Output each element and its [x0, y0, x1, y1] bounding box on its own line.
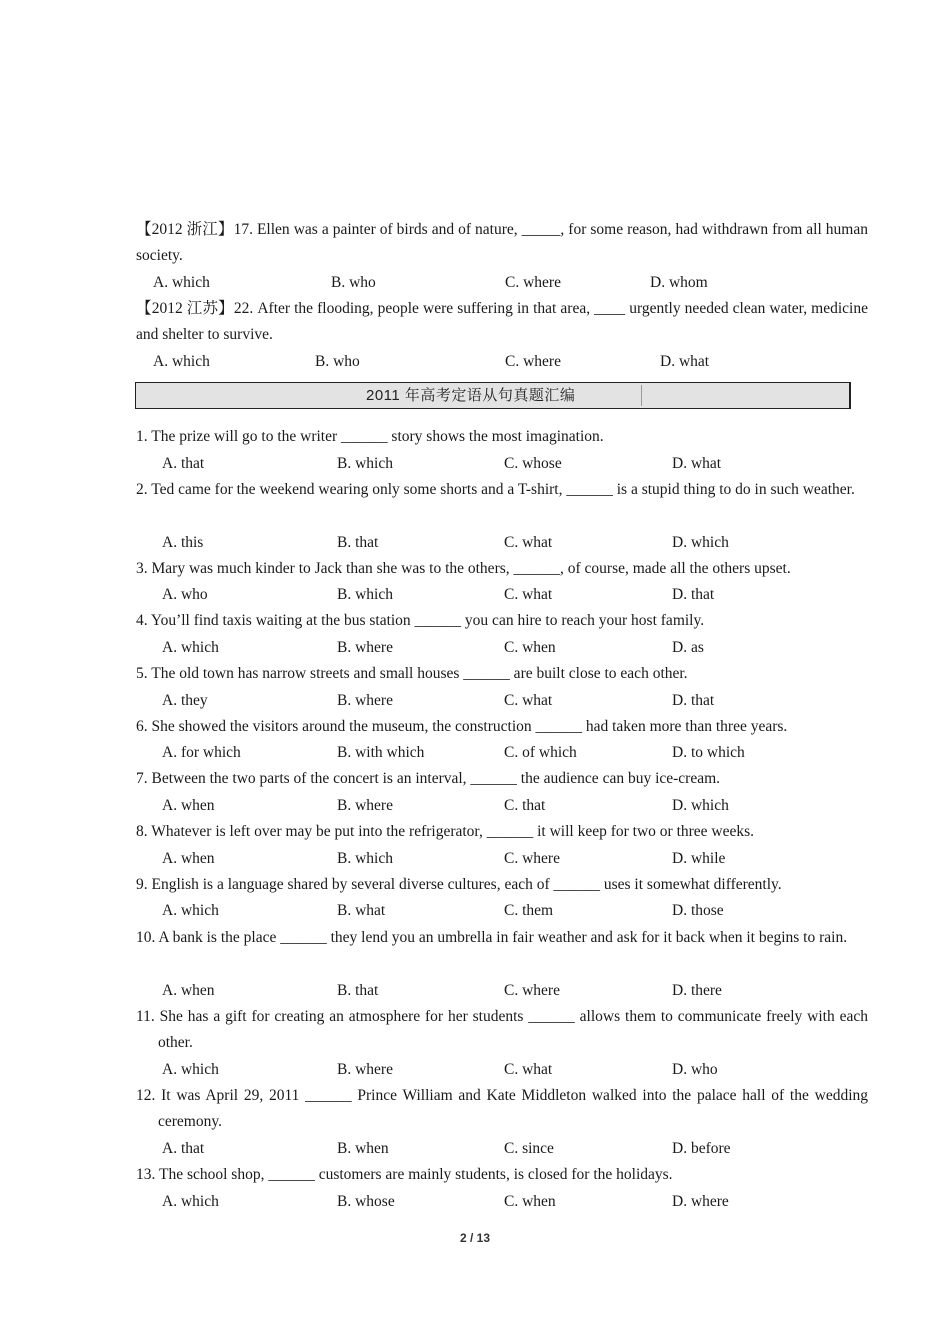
option-c[interactable]: C. whose	[504, 455, 562, 472]
option-d[interactable]: D. before	[672, 1140, 731, 1157]
option-c[interactable]: C. where	[504, 850, 560, 867]
option-d[interactable]: D. whom	[650, 274, 708, 291]
option-a[interactable]: A. they	[162, 692, 208, 709]
option-a[interactable]: A. for which	[162, 744, 241, 761]
options-row	[0, 530, 950, 556]
option-a[interactable]: A. when	[162, 850, 215, 867]
option-c[interactable]: C. when	[504, 1193, 556, 1210]
option-a[interactable]: A. which	[162, 1061, 219, 1078]
options-row	[0, 688, 950, 714]
option-b[interactable]: B. which	[337, 586, 393, 603]
option-a[interactable]: A. that	[162, 455, 205, 472]
options-row	[0, 1189, 950, 1215]
option-c[interactable]: C. what	[504, 586, 553, 603]
question-text: 22. After the flooding, people were suffering in that area, ____ urgently needed clean water, medicine and shelter to survive.	[136, 300, 868, 344]
option-a[interactable]: A. this	[162, 534, 204, 551]
option-b[interactable]: B. who	[331, 274, 376, 291]
option-d[interactable]: D. who	[672, 1061, 718, 1078]
option-a[interactable]: A. which	[153, 274, 210, 291]
option-a[interactable]: A. which	[153, 353, 210, 370]
option-a[interactable]: A. when	[162, 797, 215, 814]
options-row	[0, 451, 950, 477]
option-c[interactable]: C. of which	[504, 744, 577, 761]
page-number: 2 / 13	[459, 1231, 491, 1245]
option-a[interactable]: A. who	[162, 586, 208, 603]
options-row	[0, 793, 950, 819]
option-b[interactable]: B. when	[337, 1140, 389, 1157]
question-text: 17. Ellen was a painter of birds and of nature, _____, for some reason, had withdrawn from all human society.	[136, 221, 868, 265]
option-c[interactable]: C. what	[504, 1061, 553, 1078]
option-b[interactable]: B. where	[337, 1061, 393, 1078]
option-d[interactable]: D. that	[672, 586, 715, 603]
option-d[interactable]: D. what	[672, 455, 722, 472]
question-source: 【2012 浙江】	[136, 221, 234, 238]
options-row	[0, 898, 950, 924]
options-row	[0, 740, 950, 766]
question-2: 2. Ted came for the weekend wearing only some shorts and a T-shirt, ______ is a stupid thing to do in such weather.	[136, 481, 855, 498]
option-d[interactable]: D. those	[672, 902, 724, 919]
option-c[interactable]: C. that	[504, 797, 546, 814]
question-12: 12. It was April 29, 2011 ______ Prince William and Kate Middleton walked into the palace hall of the wedding ceremony.	[136, 1087, 868, 1131]
option-a[interactable]: A. which	[162, 1193, 219, 1210]
option-b[interactable]: B. where	[337, 639, 393, 656]
question-6: 6. She showed the visitors around the museum, the construction ______ had taken more than three years.	[136, 718, 788, 735]
option-d[interactable]: D. what	[660, 353, 710, 370]
option-b[interactable]: B. which	[337, 850, 393, 867]
question-9: 9. English is a language shared by several diverse cultures, each of ______ uses it somewhat differently.	[136, 876, 782, 893]
option-c[interactable]: C. where	[504, 982, 560, 999]
option-c[interactable]: C. where	[505, 353, 561, 370]
option-a[interactable]: A. when	[162, 982, 215, 999]
question-4: 4. You’ll find taxis waiting at the bus station ______ you can hire to reach your host family.	[136, 612, 705, 629]
question-source: 【2012 江苏】	[136, 300, 234, 317]
question-2012-jiangsu	[136, 296, 868, 349]
options-row	[0, 270, 950, 296]
options-row	[0, 349, 950, 375]
option-b[interactable]: B. that	[337, 534, 379, 551]
option-b[interactable]: B. where	[337, 797, 393, 814]
option-d[interactable]: D. as	[672, 639, 704, 656]
option-a[interactable]: A. which	[162, 639, 219, 656]
question-3: 3. Mary was much kinder to Jack than she was to the others, ______, of course, made all the others upset.	[136, 560, 791, 577]
question-2012-zhejiang	[136, 217, 868, 270]
option-d[interactable]: D. which	[672, 797, 729, 814]
options-row	[0, 1136, 950, 1162]
options-row	[0, 978, 950, 1004]
option-d[interactable]: D. while	[672, 850, 726, 867]
option-b[interactable]: B. who	[315, 353, 360, 370]
option-b[interactable]: B. that	[337, 982, 379, 999]
option-b[interactable]: B. where	[337, 692, 393, 709]
options-row	[0, 582, 950, 608]
section-banner	[135, 382, 851, 409]
options-row	[0, 635, 950, 661]
question-1: 1. The prize will go to the writer ______ story shows the most imagination.	[136, 428, 604, 445]
option-b[interactable]: B. whose	[337, 1193, 395, 1210]
section-title: 2011 年高考定语从句真题汇编	[366, 387, 576, 404]
question-13: 13. The school shop, ______ customers are mainly students, is closed for the holidays.	[136, 1166, 673, 1183]
option-c[interactable]: C. where	[505, 274, 561, 291]
option-c[interactable]: C. what	[504, 534, 553, 551]
option-d[interactable]: D. which	[672, 534, 729, 551]
option-d[interactable]: D. to which	[672, 744, 745, 761]
question-7: 7. Between the two parts of the concert is an interval, ______ the audience can buy ice-cream.	[136, 770, 721, 787]
option-d[interactable]: D. where	[672, 1193, 729, 1210]
option-b[interactable]: B. with which	[337, 744, 425, 761]
option-b[interactable]: B. which	[337, 455, 393, 472]
options-row	[0, 846, 950, 872]
question-8: 8. Whatever is left over may be put into the refrigerator, ______ it will keep for two or three weeks.	[136, 823, 755, 840]
option-a[interactable]: A. that	[162, 1140, 205, 1157]
option-c[interactable]: C. when	[504, 639, 556, 656]
option-a[interactable]: A. which	[162, 902, 219, 919]
question-5: 5. The old town has narrow streets and small houses ______ are built close to each other.	[136, 665, 688, 682]
options-row	[0, 1057, 950, 1083]
option-c[interactable]: C. since	[504, 1140, 554, 1157]
option-c[interactable]: C. them	[504, 902, 554, 919]
question-11: 11. She has a gift for creating an atmosphere for her students ______ allows them to communicate freely with each other.	[136, 1008, 868, 1052]
option-d[interactable]: D. there	[672, 982, 722, 999]
option-c[interactable]: C. what	[504, 692, 553, 709]
option-b[interactable]: B. what	[337, 902, 386, 919]
banner-divider	[641, 385, 642, 406]
option-d[interactable]: D. that	[672, 692, 715, 709]
question-10: 10. A bank is the place ______ they lend you an umbrella in fair weather and ask for it back when it begins to rain.	[136, 929, 848, 946]
